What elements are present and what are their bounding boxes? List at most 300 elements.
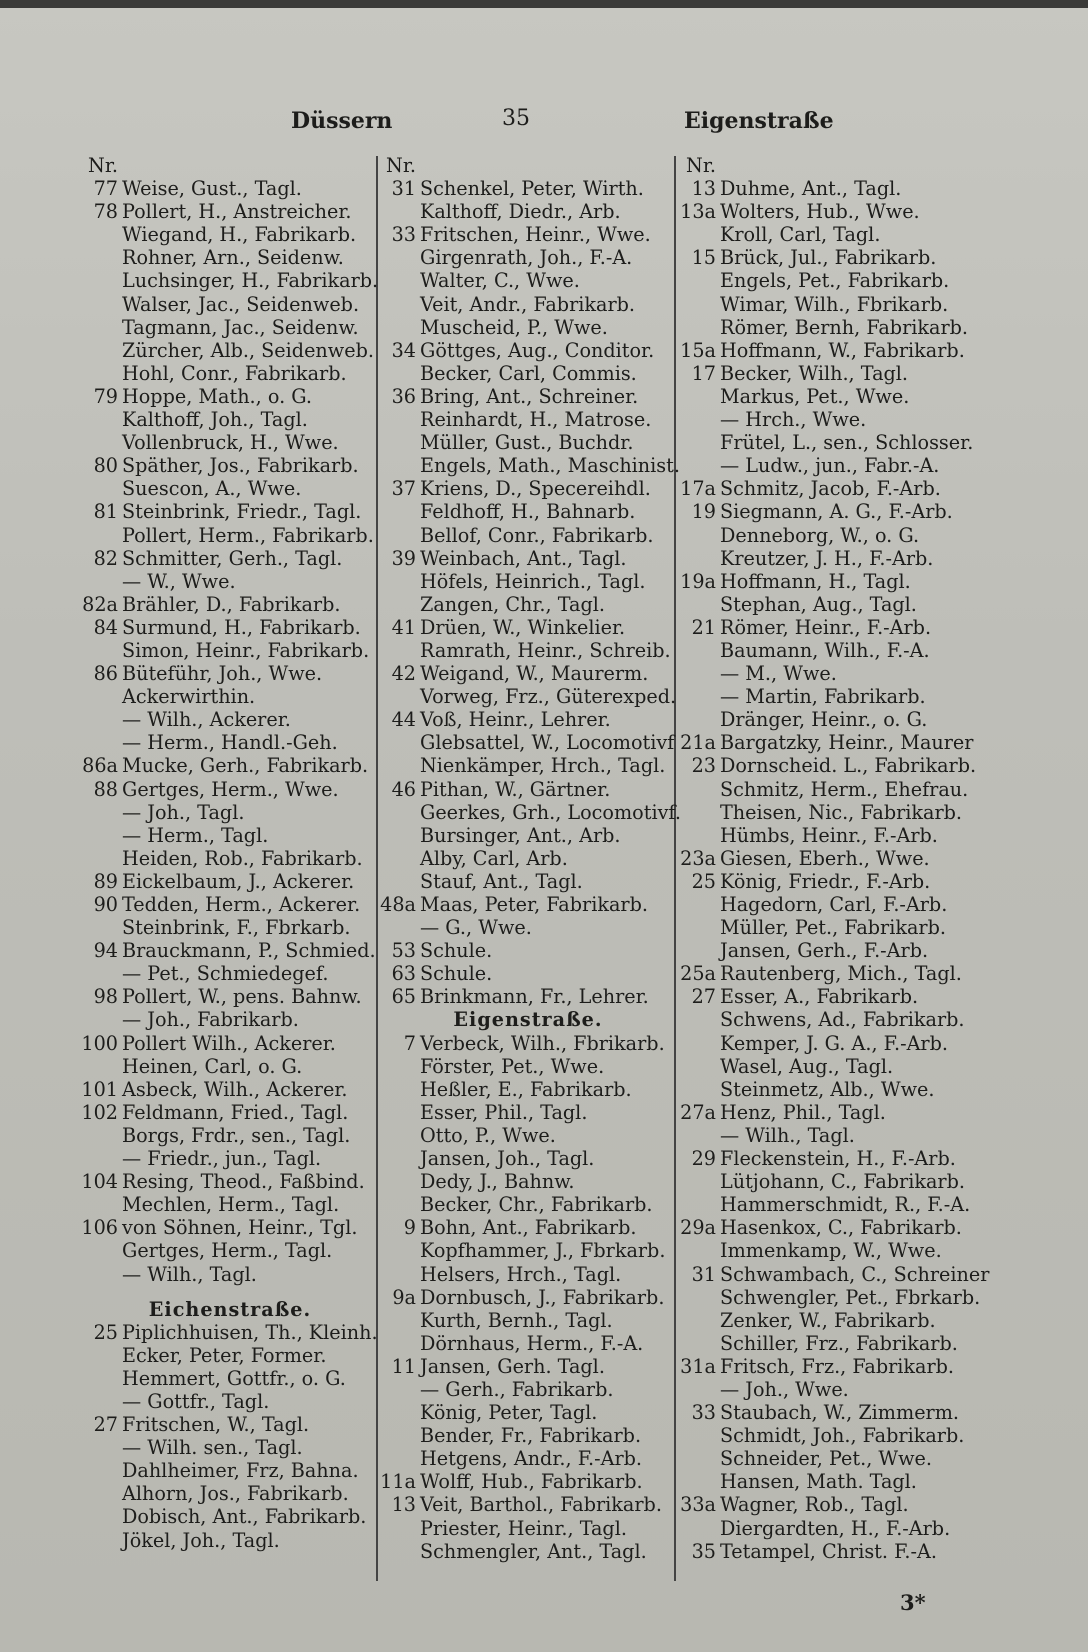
directory-entry (378, 269, 678, 292)
resident-text: Dedy, J., Bahnw. (420, 1170, 575, 1194)
resident-text: — Wilh., Tagl. (122, 1262, 257, 1286)
house-number (378, 246, 420, 269)
resident-text: Hasenkox, C., Fabrikarb. (720, 1216, 962, 1240)
directory-entry (378, 177, 678, 200)
resident-text: Baumann, Wilh., F.-A. (720, 638, 930, 662)
directory-entry (678, 593, 1008, 616)
directory-entry (378, 316, 678, 339)
directory-entry (80, 1367, 380, 1390)
house-number: 23a (680, 846, 716, 870)
house-number: 33 (691, 1401, 716, 1425)
house-number: 41 (391, 615, 416, 639)
resident-text: Späther, Jos., Fabrikarb. (122, 454, 359, 478)
resident-text: Bursinger, Ant., Arb. (420, 823, 621, 847)
resident-text: Ecker, Peter, Former. (122, 1343, 327, 1367)
resident-text: Hansen, Math. Tagl. (720, 1470, 917, 1494)
directory-entry (678, 1447, 1008, 1470)
resident-text: Lütjohann, C., Fabrikarb. (720, 1170, 965, 1194)
directory-entry (678, 1332, 1008, 1355)
resident-text: — Hrch., Wwe. (720, 408, 867, 432)
resident-text: Eickelbaum, J., Ackerer. (122, 869, 355, 893)
directory-entry (378, 1101, 678, 1124)
resident-text: — Joh., Tagl. (122, 800, 245, 824)
directory-entry (678, 177, 1008, 200)
resident-text: Heßler, E., Fabrikarb. (420, 1077, 632, 1101)
house-number (80, 685, 122, 708)
resident-text: Frütel, L., sen., Schlosser. (720, 431, 974, 455)
directory-entry (678, 477, 1008, 500)
resident-text: — Gerh., Fabrikarb. (420, 1377, 614, 1401)
directory-entry (80, 754, 380, 777)
directory-entry (378, 593, 678, 616)
house-number (378, 847, 420, 870)
house-number (80, 639, 122, 662)
directory-entry (378, 916, 678, 939)
resident-text: Weigand, W., Maurerm. (420, 662, 649, 686)
house-number (378, 685, 420, 708)
directory-entry (378, 454, 678, 477)
resident-text: Heinen, Carl, o. G. (122, 1054, 303, 1078)
house-number (378, 870, 420, 893)
house-number (678, 547, 720, 570)
house-number (378, 1101, 420, 1124)
directory-entry (80, 616, 380, 639)
directory-entry (678, 616, 1008, 639)
directory-entry (80, 1008, 380, 1031)
directory-entry (80, 524, 380, 547)
directory-entry (378, 800, 681, 824)
directory-entry (80, 154, 380, 177)
resident-text: Müller, Pet., Fabrikarb. (720, 916, 946, 940)
house-number: 29a (680, 1216, 716, 1240)
street-heading: Eichenstraße. (148, 1297, 312, 1321)
directory-entry (378, 385, 678, 408)
resident-text: Hammerschmidt, R., F.-A. (720, 1193, 971, 1217)
resident-text: Pollert Wilh., Ackerer. (122, 1031, 336, 1055)
resident-text: Pollert, Herm., Fabrikarb. (122, 523, 374, 547)
directory-entry (678, 1493, 1008, 1516)
directory-entry (80, 1390, 380, 1413)
street-heading: Eigenstraße. (453, 1008, 603, 1032)
resident-text: Immenkamp, W., Wwe. (720, 1239, 942, 1263)
resident-text: Zürcher, Alb., Seidenweb. (122, 338, 374, 362)
house-number (80, 477, 122, 500)
directory-entry (678, 385, 1008, 408)
resident-text: Ramrath, Heinr., Schreib. (420, 638, 671, 662)
directory-entry (678, 362, 1008, 385)
house-number (80, 708, 122, 731)
directory-entry (378, 1309, 678, 1332)
directory-entry (678, 985, 1008, 1008)
resident-text (420, 154, 678, 177)
resident-text: Schmidt, Joh., Fabrikarb. (720, 1424, 965, 1448)
directory-entry (678, 1263, 1008, 1286)
house-number (378, 639, 420, 662)
house-number (378, 754, 420, 777)
directory-entry (80, 662, 380, 685)
directory-entry (80, 731, 380, 754)
house-number (80, 1124, 122, 1147)
directory-entry (678, 685, 1008, 708)
directory-entry (80, 570, 380, 593)
house-number (80, 824, 122, 847)
house-number: 25 (691, 869, 716, 893)
directory-entry (678, 339, 1008, 362)
house-number: 25 (93, 1320, 118, 1344)
house-number: 17 (691, 361, 716, 385)
resident-text: Mechlen, Herm., Tagl. (122, 1193, 340, 1217)
directory-entry (678, 293, 1008, 316)
house-number (678, 454, 720, 477)
house-number: 101 (81, 1077, 118, 1101)
directory-entry (678, 1355, 1008, 1378)
directory-entry (80, 939, 380, 962)
house-number (378, 916, 420, 939)
resident-text: Brähler, D., Fabrikarb. (122, 592, 341, 616)
resident-text: — Ludw., jun., Fabr.-A. (720, 454, 940, 478)
house-number: 17a (680, 477, 716, 501)
directory-entry (378, 1239, 678, 1262)
resident-text: Pollert, W., pens. Bahnw. (122, 985, 362, 1009)
directory-entry (678, 1286, 1008, 1309)
resident-text: Markus, Pet., Wwe. (720, 384, 910, 408)
resident-text: Wimar, Wilh., Fbrikarb. (720, 292, 949, 316)
house-number (378, 1124, 420, 1147)
house-number: 9 (403, 1216, 416, 1240)
resident-text: Vorweg, Frz., Güterexped. (420, 685, 677, 709)
resident-text: Hoffmann, W., Fabrikarb. (720, 338, 965, 362)
header-right-title: Eigenstraße (684, 108, 834, 134)
directory-entry (378, 847, 678, 870)
directory-entry (80, 500, 380, 523)
resident-text: Voß, Heinr., Lehrer. (420, 708, 611, 732)
resident-text: Zangen, Chr., Tagl. (420, 592, 605, 616)
resident-text: Förster, Pet., Wwe. (420, 1054, 605, 1078)
house-number: 34 (391, 338, 416, 362)
house-number: 13 (691, 177, 716, 201)
directory-entry (378, 616, 678, 639)
resident-text: Feldmann, Fried., Tagl. (122, 1100, 349, 1124)
resident-text: Fleckenstein, H., F.-Arb. (720, 1147, 956, 1171)
directory-entry (80, 1078, 380, 1101)
resident-text: Veit, Barthol., Fabrikarb. (420, 1493, 662, 1517)
column-1 (80, 154, 380, 1552)
house-number (80, 1263, 122, 1286)
resident-text: Römer, Heinr., F.-Arb. (720, 615, 932, 639)
resident-text: Bellof, Conr., Fabrikarb. (420, 523, 654, 547)
directory-entry (678, 962, 1008, 985)
house-number (80, 962, 122, 985)
directory-entry (80, 1193, 380, 1216)
directory-entry (678, 154, 1008, 177)
house-number (678, 1032, 720, 1055)
directory-entry (678, 1216, 1008, 1239)
house-number (678, 1124, 720, 1147)
house-number (378, 454, 420, 477)
resident-text: Schiller, Frz., Fabrikarb. (720, 1331, 958, 1355)
house-number: 27 (93, 1413, 118, 1437)
directory-entry (80, 1032, 380, 1055)
house-number (678, 708, 720, 731)
directory-entry (378, 662, 678, 685)
directory-entry (80, 316, 380, 339)
resident-text: Fritschen, Heinr., Wwe. (420, 223, 651, 247)
resident-text: Gertges, Herm., Tagl. (122, 1239, 333, 1263)
directory-entry (678, 847, 1008, 870)
directory-entry (378, 1355, 678, 1378)
house-number (378, 1517, 420, 1540)
resident-text: Jansen, Gerh. Tagl. (420, 1354, 605, 1378)
house-number (378, 801, 420, 824)
house-number: 21a (680, 731, 716, 755)
directory-entry (378, 1470, 678, 1493)
directory-entry (80, 639, 380, 662)
resident-text: Hohl, Conr., Fabrikarb. (122, 361, 347, 385)
directory-entry (80, 1344, 380, 1367)
directory-entry (378, 246, 678, 269)
directory-entry (80, 1263, 380, 1286)
house-number (678, 893, 720, 916)
house-number: 19 (691, 500, 716, 524)
resident-text: Hümbs, Heinr., F.-Arb. (720, 823, 938, 847)
house-number: 31 (391, 177, 416, 201)
house-number: 82 (93, 546, 118, 570)
resident-text: Büteführ, Joh., Wwe. (122, 662, 323, 686)
resident-text: Theisen, Nic., Fabrikarb. (720, 800, 963, 824)
house-number (378, 316, 420, 339)
directory-entry (678, 1101, 1008, 1124)
directory-entry (378, 1378, 678, 1401)
directory-entry (80, 1436, 380, 1459)
resident-text: Dahlheimer, Frz, Bahna. (122, 1459, 359, 1483)
house-number (80, 731, 122, 754)
directory-entry (678, 408, 1008, 431)
house-number (378, 731, 420, 754)
resident-text: Tedden, Herm., Ackerer. (122, 893, 361, 916)
directory-entry (80, 477, 380, 500)
house-number (678, 223, 720, 246)
house-number (678, 1424, 720, 1447)
resident-text: Asbeck, Wilh., Ackerer. (122, 1077, 348, 1101)
directory-entry (678, 1055, 1008, 1078)
directory-entry (678, 1078, 1008, 1101)
house-number: 15a (680, 338, 716, 362)
resident-text: Helsers, Hrch., Tagl. (420, 1262, 622, 1286)
directory-entry (378, 893, 678, 916)
house-number (80, 1436, 122, 1459)
house-number: 88 (93, 777, 118, 801)
resident-text: König, Friedr., F.-Arb. (720, 869, 931, 893)
resident-text: Rohner, Arn., Seidenw. (122, 246, 344, 270)
directory-entry (678, 1517, 1008, 1540)
directory-entry (378, 1193, 678, 1216)
resident-text: Walser, Jac., Seidenweb. (122, 292, 360, 316)
house-number (678, 1309, 720, 1332)
directory-entry (678, 246, 1008, 269)
house-number (378, 1055, 420, 1078)
directory-entry (378, 639, 678, 662)
directory-entry (378, 1147, 678, 1170)
directory-entry (678, 893, 1008, 916)
resident-text: Dornscheid. L., Fabrikarb. (720, 754, 977, 778)
resident-text: Siegmann, A. G., F.-Arb. (720, 500, 953, 524)
house-number (378, 269, 420, 292)
house-number (378, 1239, 420, 1262)
resident-text: Muscheid, P., Wwe. (420, 315, 608, 339)
resident-text: Suescon, A., Wwe. (122, 477, 302, 501)
resident-text: Schwambach, C., Schreiner (720, 1262, 990, 1286)
resident-text: Höfels, Heinrich., Tagl. (420, 569, 646, 593)
house-number (678, 1470, 720, 1493)
directory-entry (678, 500, 1008, 523)
directory-entry (678, 524, 1008, 547)
directory-entry (678, 754, 1008, 777)
resident-text: Stauf, Ant., Tagl. (420, 869, 583, 893)
resident-text: Pithan, W., Gärtner. (420, 777, 611, 801)
resident-text: Dörnhaus, Herm., F.-A. (420, 1331, 644, 1355)
resident-text: Schmitz, Jacob, F.-Arb. (720, 477, 941, 501)
directory-entry (678, 1008, 1008, 1031)
house-number (678, 1170, 720, 1193)
directory-entry (80, 778, 380, 801)
directory-entry (378, 339, 678, 362)
directory-entry (678, 431, 1008, 454)
scan-edge (0, 0, 1088, 8)
directory-entry (80, 985, 380, 1008)
resident-text: Dornbusch, J., Fabrikarb. (420, 1285, 665, 1309)
directory-entry (678, 1124, 1008, 1147)
directory-entry (678, 662, 1008, 685)
house-number (80, 1055, 122, 1078)
house-number: 36 (391, 384, 416, 408)
house-number (80, 293, 122, 316)
house-number: Nr. (686, 154, 716, 177)
directory-entry (678, 801, 1008, 824)
house-number: 106 (81, 1216, 118, 1240)
resident-text: Kemper, J. G. A., F.-Arb. (720, 1031, 948, 1055)
directory-entry (80, 593, 380, 616)
house-number: 65 (391, 985, 416, 1009)
resident-text: — Herm., Tagl. (122, 823, 269, 847)
house-number (378, 1263, 420, 1286)
directory-entry (378, 1332, 678, 1355)
house-number (80, 362, 122, 385)
house-number (80, 223, 122, 246)
resident-text: Henz, Phil., Tagl. (720, 1100, 886, 1124)
resident-text: Esser, Phil., Tagl. (420, 1100, 588, 1124)
resident-text: Schneider, Pet., Wwe. (720, 1447, 933, 1471)
directory-entry (378, 962, 678, 985)
directory-entry (378, 408, 678, 431)
house-number (678, 316, 720, 339)
resident-text: Gertges, Herm., Wwe. (122, 777, 339, 801)
resident-text: Duhme, Ant., Tagl. (720, 177, 902, 201)
house-number (678, 801, 720, 824)
house-number (80, 1482, 122, 1505)
resident-text: — Pet., Schmiedegef. (122, 962, 329, 986)
directory-entry (678, 1401, 1008, 1424)
resident-text: Hagedorn, Carl, F.-Arb. (720, 893, 948, 916)
resident-text: Kalthoff, Joh., Tagl. (122, 408, 308, 432)
house-number (80, 570, 122, 593)
directory-entry (80, 1216, 380, 1239)
resident-text: Maas, Peter, Fabrikarb. (420, 893, 648, 916)
resident-text: Simon, Heinr., Fabrikarb. (122, 638, 370, 662)
resident-text: Drüen, W., Winkelier. (420, 615, 626, 639)
resident-text: Stephan, Aug., Tagl. (720, 592, 917, 616)
directory-entry (80, 1170, 380, 1193)
directory-entry (378, 1401, 678, 1424)
house-number (378, 1078, 420, 1101)
resident-text: Schmengler, Ant., Tagl. (420, 1539, 647, 1563)
directory-entry (80, 385, 380, 408)
directory-entry (678, 570, 1008, 593)
house-number (80, 431, 122, 454)
resident-text: Giesen, Eberh., Wwe. (720, 846, 930, 870)
resident-text: — M., Wwe. (720, 662, 837, 686)
house-number (678, 1239, 720, 1262)
directory-entry (378, 731, 678, 754)
resident-text: Vollenbruck, H., Wwe. (122, 431, 339, 455)
resident-text: Schmitz, Herm., Ehefrau. (720, 777, 969, 801)
resident-text: Denneborg, W., o. G. (720, 523, 920, 547)
resident-text: Borgs, Frdr., sen., Tagl. (122, 1123, 351, 1147)
house-number: 84 (93, 615, 118, 639)
house-number (678, 1378, 720, 1401)
house-number (80, 1529, 122, 1552)
house-number (378, 593, 420, 616)
house-number (378, 431, 420, 454)
resident-text: Esser, A., Fabrikarb. (720, 985, 919, 1009)
resident-text (122, 154, 380, 177)
directory-entry (678, 1147, 1008, 1170)
directory-entry (80, 801, 380, 824)
directory-entry (378, 824, 678, 847)
house-number: 27a (680, 1100, 716, 1124)
resident-text: Resing, Theod., Faßbind. (122, 1170, 365, 1194)
house-number (678, 524, 720, 547)
resident-text: König, Peter, Tagl. (420, 1401, 598, 1425)
directory-entry (378, 500, 678, 523)
directory-entry (80, 293, 380, 316)
directory-entry (378, 570, 678, 593)
directory-entry (80, 1147, 380, 1170)
resident-text: Mucke, Gerh., Fabrikarb. (122, 754, 369, 778)
resident-text: Brauckmann, P., Schmied. (122, 939, 376, 963)
resident-text: Römer, Bernh, Fabrikarb. (720, 315, 969, 339)
directory-entry (378, 1078, 678, 1101)
resident-text: — Wilh., Ackerer. (122, 708, 291, 732)
house-number: 86 (93, 662, 118, 686)
house-number (80, 1147, 122, 1170)
directory-entry (678, 1239, 1008, 1262)
directory-entry (80, 1482, 380, 1505)
house-number (378, 1424, 420, 1447)
resident-text: Steinbrink, Friedr., Tagl. (122, 500, 362, 524)
directory-entry (678, 316, 1008, 339)
house-number: 31a (680, 1354, 716, 1378)
directory-entry (378, 754, 678, 777)
resident-text: Glebsattel, W., Locomotivf (420, 731, 675, 755)
house-number: 98 (93, 985, 118, 1009)
house-number: 33 (391, 223, 416, 247)
directory-entry (678, 200, 1008, 223)
house-number (678, 1332, 720, 1355)
resident-text: Schenkel, Peter, Wirth. (420, 177, 644, 201)
house-number (378, 570, 420, 593)
directory-entry (80, 1239, 380, 1262)
column-3 (678, 154, 1008, 1563)
